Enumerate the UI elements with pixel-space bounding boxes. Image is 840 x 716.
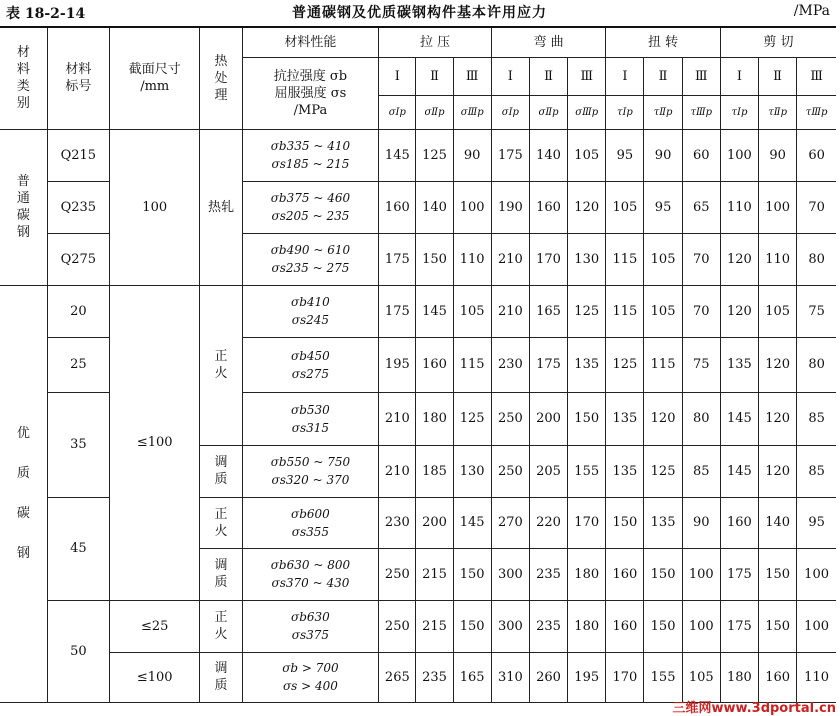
property-cell: σb450 σs275 [242, 337, 379, 392]
value-cell: 180 [568, 548, 606, 600]
value-cell: 140 [759, 497, 797, 548]
value-cell: 145 [720, 392, 758, 445]
header-symbol: σⅢp [568, 95, 606, 129]
value-cell: 80 [797, 337, 836, 392]
value-cell: 105 [453, 285, 491, 337]
header-heat-treatment: 热 处 理 [200, 27, 242, 129]
property-cell: σb > 700 σs > 400 [242, 652, 379, 702]
value-cell: 150 [606, 497, 644, 548]
value-cell: 120 [759, 445, 797, 497]
header-roman: Ⅲ [568, 57, 606, 95]
table-row [0, 129, 836, 181]
value-cell: 160 [606, 600, 644, 652]
heat-treatment-cell: 调 质 [200, 548, 242, 600]
value-cell: 95 [644, 181, 682, 233]
value-cell: 135 [606, 445, 644, 497]
value-cell: 150 [568, 392, 606, 445]
value-cell: 60 [682, 129, 720, 181]
value-cell: 195 [379, 337, 416, 392]
value-cell: 175 [379, 285, 416, 337]
value-cell: 120 [568, 181, 606, 233]
value-cell: 90 [682, 497, 720, 548]
value-cell: 70 [797, 181, 836, 233]
value-cell: 70 [682, 285, 720, 337]
value-cell: 145 [720, 445, 758, 497]
grade-cell: 50 [47, 600, 109, 702]
value-cell: 100 [682, 548, 720, 600]
table-title: 普通碳钢及优质碳钢构件基本许用应力 [292, 5, 547, 21]
value-cell: 300 [491, 548, 529, 600]
value-cell: 115 [644, 337, 682, 392]
value-cell: 170 [606, 652, 644, 702]
property-cell: σb600 σs355 [242, 497, 379, 548]
grade-cell: Q275 [47, 233, 109, 285]
table-row [0, 600, 836, 652]
property-cell: σb375 ~ 460 σs205 ~ 235 [242, 181, 379, 233]
value-cell: 85 [797, 445, 836, 497]
value-cell: 185 [416, 445, 453, 497]
header-roman: Ⅰ [491, 57, 529, 95]
header-roman: Ⅱ [529, 57, 567, 95]
value-cell: 105 [568, 129, 606, 181]
heat-treatment-cell: 调 质 [200, 652, 242, 702]
header-symbol: τⅢp [682, 95, 720, 129]
value-cell: 175 [720, 600, 758, 652]
value-cell: 165 [453, 652, 491, 702]
value-cell: 80 [797, 233, 836, 285]
value-cell: 180 [720, 652, 758, 702]
heat-treatment-cell: 热轧 [200, 129, 242, 285]
value-cell: 170 [529, 233, 567, 285]
header-roman: Ⅰ [720, 57, 758, 95]
size-cell: 100 [110, 129, 200, 285]
header-symbol: σⅡp [416, 95, 453, 129]
watermark: 三维网www.3dportal.cn [672, 701, 836, 716]
value-cell: 90 [759, 129, 797, 181]
value-cell: 70 [682, 233, 720, 285]
property-cell: σb550 ~ 750 σs320 ~ 370 [242, 445, 379, 497]
value-cell: 120 [720, 285, 758, 337]
value-cell: 260 [529, 652, 567, 702]
header-group-shear: 剪 切 [720, 27, 836, 57]
property-cell: σb630 ~ 800 σs370 ~ 430 [242, 548, 379, 600]
property-cell: σb490 ~ 610 σs235 ~ 275 [242, 233, 379, 285]
value-cell: 235 [416, 652, 453, 702]
size-cell: ≤25 [110, 600, 200, 652]
value-cell: 175 [379, 233, 416, 285]
value-cell: 125 [416, 129, 453, 181]
header-symbol: σⅢp [453, 95, 491, 129]
value-cell: 110 [720, 181, 758, 233]
value-cell: 65 [682, 181, 720, 233]
value-cell: 125 [453, 392, 491, 445]
value-cell: 105 [644, 285, 682, 337]
value-cell: 190 [491, 181, 529, 233]
header-section-size: 截面尺寸 /mm [110, 27, 200, 129]
value-cell: 120 [759, 392, 797, 445]
value-cell: 145 [453, 497, 491, 548]
value-cell: 270 [491, 497, 529, 548]
value-cell: 210 [379, 392, 416, 445]
value-cell: 205 [529, 445, 567, 497]
value-cell: 145 [379, 129, 416, 181]
header-symbol: τⅠp [606, 95, 644, 129]
value-cell: 140 [529, 129, 567, 181]
value-cell: 200 [529, 392, 567, 445]
header-symbol: σⅠp [379, 95, 416, 129]
header-symbol: τⅢp [797, 95, 836, 129]
value-cell: 100 [797, 600, 836, 652]
value-cell: 130 [568, 233, 606, 285]
table-caption [0, 0, 840, 26]
header-symbol: τⅡp [644, 95, 682, 129]
value-cell: 180 [568, 600, 606, 652]
heat-treatment-cell: 正 火 [200, 600, 242, 652]
value-cell: 250 [379, 600, 416, 652]
value-cell: 100 [797, 548, 836, 600]
value-cell: 130 [453, 445, 491, 497]
table-unit: /MPa [793, 3, 830, 19]
value-cell: 100 [682, 600, 720, 652]
grade-cell: 35 [47, 392, 109, 497]
header-group-torsion: 扭 转 [606, 27, 721, 57]
header-symbol: σⅠp [491, 95, 529, 129]
value-cell: 210 [491, 233, 529, 285]
value-cell: 265 [379, 652, 416, 702]
header-grade: 材料 标号 [47, 27, 109, 129]
class-ordinary: 普 通 碳 钢 [0, 129, 47, 285]
value-cell: 175 [529, 337, 567, 392]
size-cell: ≤100 [110, 652, 200, 702]
value-cell: 175 [720, 548, 758, 600]
header-properties: 材料性能 [242, 27, 379, 57]
value-cell: 150 [644, 600, 682, 652]
value-cell: 160 [606, 548, 644, 600]
value-cell: 135 [606, 392, 644, 445]
value-cell: 100 [453, 181, 491, 233]
table-number: 表 18-2-14 [6, 6, 86, 22]
value-cell: 140 [416, 181, 453, 233]
value-cell: 85 [797, 392, 836, 445]
value-cell: 155 [568, 445, 606, 497]
value-cell: 135 [644, 497, 682, 548]
heat-treatment-cell: 正 火 [200, 285, 242, 445]
value-cell: 230 [491, 337, 529, 392]
header-roman: Ⅲ [682, 57, 720, 95]
value-cell: 105 [644, 233, 682, 285]
header-group-bending: 弯 曲 [491, 27, 606, 57]
value-cell: 75 [797, 285, 836, 337]
value-cell: 150 [759, 548, 797, 600]
value-cell: 120 [720, 233, 758, 285]
value-cell: 125 [644, 445, 682, 497]
property-cell: σb530 σs315 [242, 392, 379, 445]
heat-treatment-cell: 调 质 [200, 445, 242, 497]
class-quality: 优 质 碳 钢 [0, 285, 47, 702]
value-cell: 215 [416, 600, 453, 652]
value-cell: 200 [416, 497, 453, 548]
value-cell: 90 [453, 129, 491, 181]
header-roman: Ⅲ [797, 57, 836, 95]
value-cell: 110 [453, 233, 491, 285]
value-cell: 150 [644, 548, 682, 600]
value-cell: 150 [453, 600, 491, 652]
header-roman: Ⅰ [379, 57, 416, 95]
allowable-stress-table [0, 26, 836, 703]
value-cell: 115 [606, 233, 644, 285]
header-symbol: σⅡp [529, 95, 567, 129]
value-cell: 235 [529, 600, 567, 652]
table-row [0, 285, 836, 337]
value-cell: 100 [720, 129, 758, 181]
value-cell: 145 [416, 285, 453, 337]
property-cell: σb410 σs245 [242, 285, 379, 337]
header-roman: Ⅰ [606, 57, 644, 95]
value-cell: 210 [491, 285, 529, 337]
value-cell: 105 [682, 652, 720, 702]
value-cell: 95 [797, 497, 836, 548]
header-symbol: τⅡp [759, 95, 797, 129]
header-roman: Ⅱ [759, 57, 797, 95]
value-cell: 160 [720, 497, 758, 548]
value-cell: 60 [797, 129, 836, 181]
value-cell: 115 [606, 285, 644, 337]
value-cell: 120 [759, 337, 797, 392]
value-cell: 110 [759, 233, 797, 285]
header-group-tension: 拉 压 [379, 27, 492, 57]
value-cell: 250 [491, 445, 529, 497]
header-roman: Ⅱ [416, 57, 453, 95]
grade-cell: 25 [47, 337, 109, 392]
value-cell: 150 [453, 548, 491, 600]
value-cell: 100 [759, 181, 797, 233]
value-cell: 105 [759, 285, 797, 337]
value-cell: 170 [568, 497, 606, 548]
header-material-class: 材 料 类 别 [0, 27, 47, 129]
value-cell: 90 [644, 129, 682, 181]
value-cell: 235 [529, 548, 567, 600]
value-cell: 75 [682, 337, 720, 392]
value-cell: 155 [644, 652, 682, 702]
value-cell: 160 [379, 181, 416, 233]
value-cell: 115 [453, 337, 491, 392]
value-cell: 125 [606, 337, 644, 392]
grade-cell: Q235 [47, 181, 109, 233]
grade-cell: 20 [47, 285, 109, 337]
value-cell: 125 [568, 285, 606, 337]
table-row [0, 652, 836, 702]
value-cell: 195 [568, 652, 606, 702]
property-cell: σb335 ~ 410 σs185 ~ 215 [242, 129, 379, 181]
value-cell: 215 [416, 548, 453, 600]
value-cell: 180 [416, 392, 453, 445]
value-cell: 220 [529, 497, 567, 548]
header-roman: Ⅱ [644, 57, 682, 95]
value-cell: 160 [416, 337, 453, 392]
value-cell: 300 [491, 600, 529, 652]
value-cell: 120 [644, 392, 682, 445]
value-cell: 160 [529, 181, 567, 233]
property-cell: σb630 σs375 [242, 600, 379, 652]
header-roman: Ⅲ [453, 57, 491, 95]
value-cell: 135 [720, 337, 758, 392]
value-cell: 310 [491, 652, 529, 702]
header-properties-detail: 抗拉强度 σb 屈服强度 σs /MPa [242, 57, 379, 129]
header-symbol: τⅠp [720, 95, 758, 129]
value-cell: 95 [606, 129, 644, 181]
value-cell: 85 [682, 445, 720, 497]
value-cell: 135 [568, 337, 606, 392]
value-cell: 150 [759, 600, 797, 652]
grade-cell: 45 [47, 497, 109, 600]
value-cell: 110 [797, 652, 836, 702]
value-cell: 250 [491, 392, 529, 445]
size-cell: ≤100 [110, 285, 200, 600]
value-cell: 150 [416, 233, 453, 285]
value-cell: 160 [759, 652, 797, 702]
heat-treatment-cell: 正 火 [200, 497, 242, 548]
value-cell: 165 [529, 285, 567, 337]
grade-cell: Q215 [47, 129, 109, 181]
value-cell: 230 [379, 497, 416, 548]
value-cell: 210 [379, 445, 416, 497]
value-cell: 105 [606, 181, 644, 233]
value-cell: 250 [379, 548, 416, 600]
value-cell: 175 [491, 129, 529, 181]
value-cell: 80 [682, 392, 720, 445]
